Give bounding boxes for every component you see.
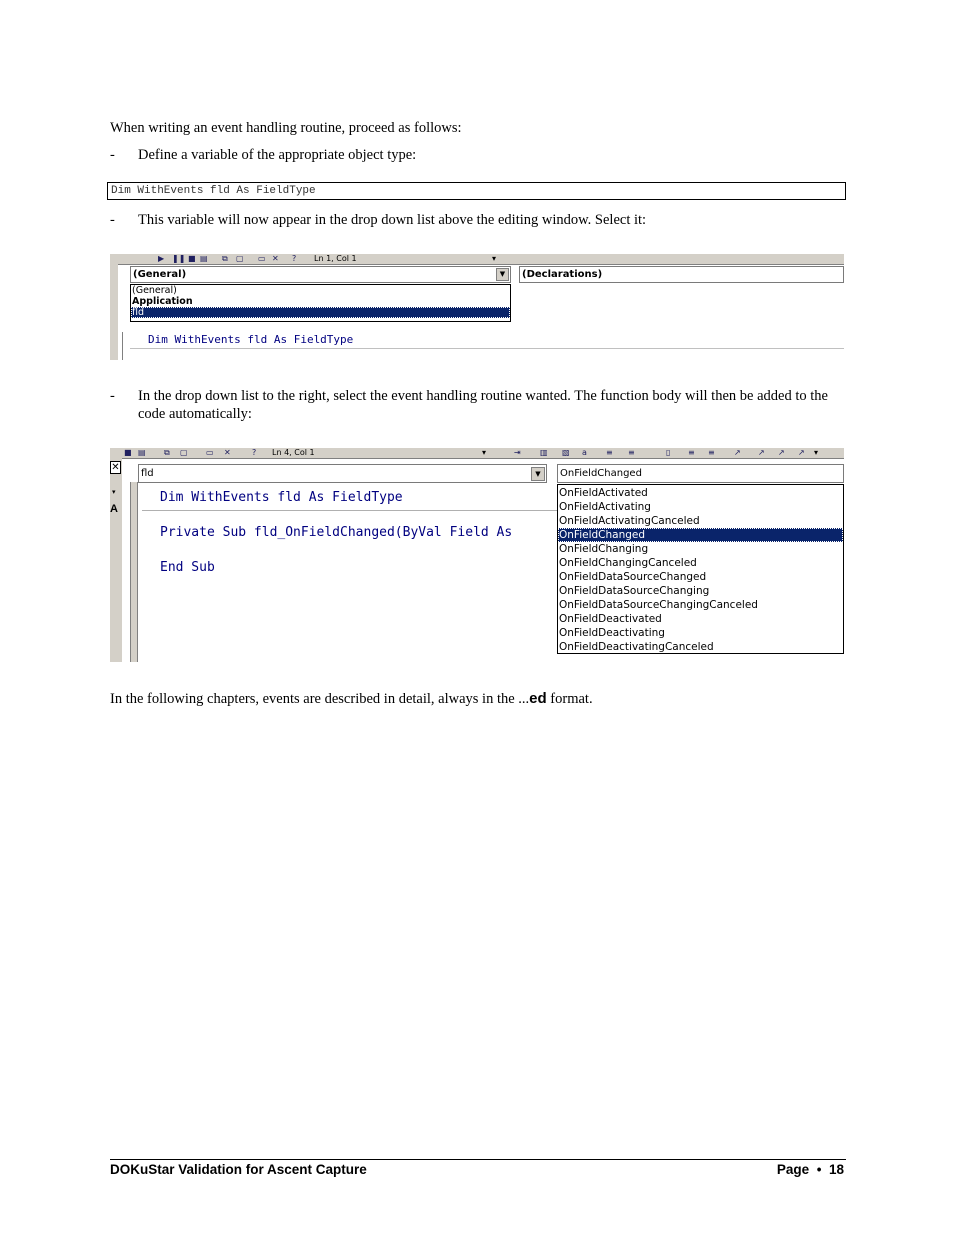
- code-line: End Sub: [160, 560, 215, 575]
- panel-label: A: [110, 503, 118, 515]
- object-dropdown-list[interactable]: [130, 284, 511, 322]
- list-item[interactable]: (General): [132, 285, 177, 296]
- object-browser-icon[interactable]: ▭: [206, 448, 214, 457]
- chevron-down-icon[interactable]: ▼: [496, 268, 509, 281]
- closing-emphasis: ed: [529, 690, 547, 707]
- event-list: [558, 485, 843, 654]
- closing-paragraph: [110, 690, 593, 708]
- code-margin: [130, 482, 138, 662]
- list-item[interactable]: OnFieldChanging: [559, 543, 649, 555]
- footer-rule: [110, 1159, 846, 1160]
- help-icon[interactable]: ?: [292, 254, 297, 263]
- list-item[interactable]: OnFieldActivating: [559, 501, 651, 513]
- list-item[interactable]: OnFieldDeactivatingCanceled: [559, 641, 714, 653]
- list-item[interactable]: OnFieldDeactivated: [559, 613, 662, 625]
- step-text: This variable will now appear in the drop down list above the editing window. Select it:: [138, 212, 647, 228]
- list-item[interactable]: OnFieldDataSourceChanging: [559, 585, 710, 597]
- step-dash: -: [110, 212, 115, 228]
- ide-screenshot-procedure-dropdown: [110, 448, 844, 662]
- cursor-position: Ln 4, Col 1: [272, 448, 315, 457]
- design-icon[interactable]: ▤: [138, 448, 146, 457]
- procedure-combo[interactable]: [519, 266, 844, 283]
- project-icon[interactable]: ⧉: [222, 254, 228, 263]
- close-icon[interactable]: ✕: [224, 448, 231, 457]
- comment-icon[interactable]: ≡: [606, 448, 613, 457]
- ide-screenshot-object-dropdown: [110, 254, 844, 360]
- list-item[interactable]: OnFieldActivatingCanceled: [559, 515, 700, 527]
- step-dash: -: [110, 147, 115, 163]
- stop-icon[interactable]: ■: [124, 448, 132, 457]
- properties-icon[interactable]: ▢: [180, 448, 188, 457]
- properties-icon[interactable]: ▢: [236, 254, 244, 263]
- code-sample-text: Dim WithEvents fld As FieldType: [111, 185, 316, 197]
- indent-icon[interactable]: ⇥: [514, 448, 521, 457]
- procedure-combo[interactable]: [557, 464, 844, 483]
- step-dash: -: [110, 388, 115, 404]
- bookmark-nav-icon[interactable]: ↗: [758, 448, 765, 457]
- object-combo[interactable]: [138, 464, 547, 483]
- page-label: Page: [776, 1162, 810, 1177]
- bookmark-clear-icon[interactable]: ↗: [798, 448, 805, 457]
- code-line: Dim WithEvents fld As FieldType: [148, 333, 354, 346]
- stop-icon[interactable]: ■: [188, 254, 196, 263]
- pause-icon[interactable]: ❚❚: [172, 254, 186, 263]
- list-item[interactable]: OnFieldDeactivating: [559, 627, 665, 639]
- object-combo-value: (General): [133, 269, 187, 280]
- list-item[interactable]: Application: [132, 296, 193, 307]
- prev-bookmark-icon[interactable]: ≡: [708, 448, 715, 457]
- event-dropdown-list[interactable]: [557, 484, 844, 654]
- footer-page: [777, 1162, 844, 1178]
- list-item[interactable]: OnFieldChangingCanceled: [559, 557, 697, 569]
- toolbar-dropdown-icon[interactable]: ▾: [492, 254, 497, 263]
- step-text: Define a variable of the appropriate object type:: [138, 147, 417, 163]
- design-icon[interactable]: ▤: [200, 254, 208, 263]
- toolbar-strip: [110, 448, 844, 459]
- list-item[interactable]: OnFieldDataSourceChangingCanceled: [559, 599, 758, 611]
- code-line: Private Sub fld_OnFieldChanged(ByVal Field As: [160, 525, 513, 540]
- list-item[interactable]: OnFieldDataSourceChanged: [559, 571, 707, 583]
- toggle-bookmark-icon[interactable]: ↗: [734, 448, 741, 457]
- close-icon[interactable]: ✕: [111, 462, 120, 473]
- toolbar-dropdown-icon[interactable]: ▾: [482, 448, 487, 457]
- closing-text: In the following chapters, events are described in detail, always in the ...: [110, 691, 530, 707]
- toolbar-strip: [110, 254, 844, 265]
- left-panel-edge: [110, 264, 118, 360]
- step-text: In the drop down list to the right, select the event handling routine wanted. The function body will then be added to the code automatically:: [138, 388, 828, 422]
- project-icon[interactable]: ⧉: [164, 448, 170, 457]
- cursor-position: Ln 1, Col 1: [314, 254, 357, 263]
- next-bookmark-icon[interactable]: ≡: [688, 448, 695, 457]
- page-bullet: •: [816, 1162, 822, 1177]
- list-item[interactable]: OnFieldActivated: [559, 487, 648, 499]
- footer-title: DOKuStar Validation for Ascent Capture: [110, 1162, 367, 1177]
- closing-suffix: format.: [546, 691, 593, 707]
- quick-info-icon[interactable]: ▧: [562, 448, 570, 457]
- left-panel-edge: [110, 458, 122, 662]
- word-complete-icon[interactable]: a: [582, 448, 587, 457]
- toolbar-dropdown-icon[interactable]: ▾: [814, 448, 819, 457]
- object-combo-value: fld: [141, 468, 154, 479]
- intro-paragraph: When writing an event handling routine, proceed as follows:: [110, 120, 462, 136]
- page-number: 18: [828, 1162, 844, 1177]
- bookmark-icon[interactable]: ▯: [666, 448, 671, 457]
- help-icon[interactable]: ?: [252, 448, 257, 457]
- code-line: Dim WithEvents fld As FieldType: [160, 490, 403, 505]
- code-sample-box: [107, 182, 846, 200]
- procedure-combo-value: (Declarations): [522, 269, 603, 280]
- code-divider: [130, 348, 844, 349]
- chevron-down-icon[interactable]: ▾: [112, 488, 116, 496]
- procedure-combo-value: OnFieldChanged: [560, 468, 642, 479]
- uncomment-icon[interactable]: ≡: [628, 448, 635, 457]
- object-browser-icon[interactable]: ▭: [258, 254, 266, 263]
- chevron-down-icon[interactable]: ▼: [531, 467, 545, 481]
- list-item-selected[interactable]: OnFieldChanged: [558, 528, 843, 542]
- code-margin: [122, 332, 127, 360]
- list-members-icon[interactable]: ▥: [540, 448, 548, 457]
- bookmark-nav-icon[interactable]: ↗: [778, 448, 785, 457]
- list-item-selected[interactable]: fld: [131, 307, 510, 318]
- run-icon[interactable]: ▶: [158, 254, 165, 263]
- object-combo[interactable]: [130, 266, 511, 283]
- code-divider: [142, 510, 557, 511]
- close-icon[interactable]: ✕: [272, 254, 279, 263]
